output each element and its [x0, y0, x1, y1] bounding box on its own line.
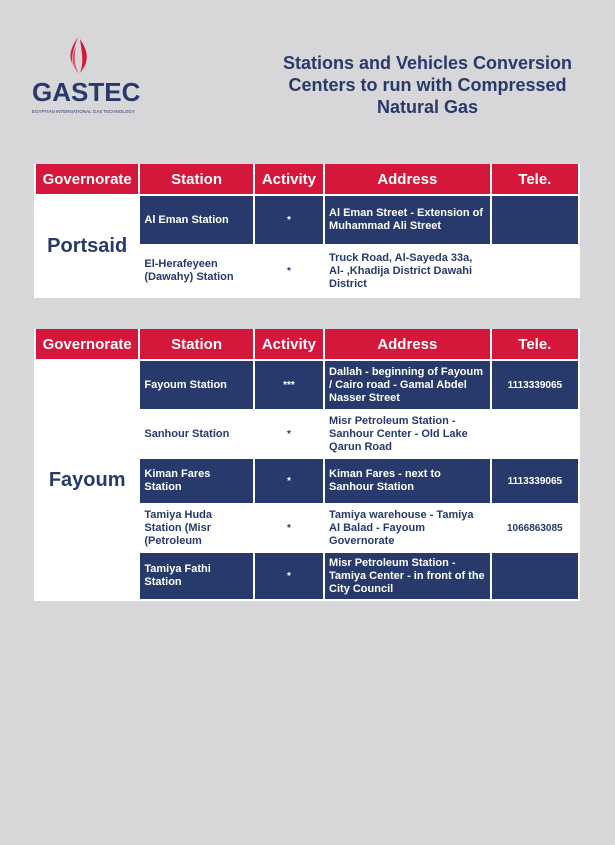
- table-header: [36, 164, 578, 196]
- portsaid-table: [34, 164, 580, 298]
- governorate-cell: Fayoum: [36, 361, 138, 601]
- header-station: Station: [140, 329, 252, 361]
- station-cell: Kiman Fares Station: [140, 459, 252, 505]
- address-cell: Truck Road, Al-Sayeda 33a, Al- ,Khadija District Dawahi District: [325, 246, 490, 298]
- address-cell: Misr Petroleum Station - Sanhour Center - Old Lake Qarun Road: [325, 411, 490, 459]
- header-station: Station: [140, 164, 252, 196]
- station-cell: El-Herafeyeen (Dawahy) Station: [140, 246, 252, 298]
- activity-cell: *: [255, 196, 323, 246]
- table-header: [36, 329, 578, 361]
- address-cell: Tamiya warehouse - Tamiya Al Balad - Fayoum Governorate: [325, 505, 490, 553]
- station-cell: Fayoum Station: [140, 361, 252, 411]
- table-row: [36, 361, 578, 411]
- address-cell: Kiman Fares - next to Sanhour Station: [325, 459, 490, 505]
- address-cell: Misr Petroleum Station - Tamiya Center - in front of the City Council: [325, 553, 490, 601]
- address-cell: Al Eman Street - Extension of Muhammad Ali Street: [325, 196, 490, 246]
- header-activity: Activity: [255, 329, 323, 361]
- table-row: [36, 196, 578, 246]
- header-activity: Activity: [255, 164, 323, 196]
- flame-icon: [30, 35, 140, 120]
- header-address: Address: [325, 164, 490, 196]
- header-governorate: Governorate: [36, 164, 138, 196]
- gastec-logo: [30, 35, 140, 120]
- tele-cell: 1113339065: [492, 459, 578, 505]
- activity-cell: *: [255, 553, 323, 601]
- station-cell: Sanhour Station: [140, 411, 252, 459]
- tele-cell: [492, 553, 578, 601]
- header-tele: Tele.: [492, 329, 578, 361]
- station-cell: Al Eman Station: [140, 196, 252, 246]
- tele-cell: [492, 411, 578, 459]
- activity-cell: ***: [255, 361, 323, 411]
- tele-cell: 1113339065: [492, 361, 578, 411]
- station-cell: Tamiya Huda Station (Misr (Petroleum: [140, 505, 252, 553]
- activity-cell: *: [255, 246, 323, 298]
- page-title: Stations and Vehicles Conversion Centers to run with Compressed Natural Gas: [282, 53, 573, 117]
- governorate-cell: Portsaid: [36, 196, 138, 298]
- fayoum-table: [34, 329, 580, 601]
- tele-cell: 1066863085: [492, 505, 578, 553]
- logo-text: GASTEC: [32, 77, 140, 107]
- activity-cell: *: [255, 459, 323, 505]
- logo-tagline: EGYPTIAN INTERNATIONAL GAS TECHNOLOGY: [32, 109, 135, 114]
- tele-cell: [492, 246, 578, 298]
- station-cell: Tamiya Fathi Station: [140, 553, 252, 601]
- activity-cell: *: [255, 411, 323, 459]
- tele-cell: [492, 196, 578, 246]
- header-tele: Tele.: [492, 164, 578, 196]
- header-address: Address: [325, 329, 490, 361]
- header-governorate: Governorate: [36, 329, 138, 361]
- address-cell: Dallah - beginning of Fayoum / Cairo road - Gamal Abdel Nasser Street: [325, 361, 490, 411]
- activity-cell: *: [255, 505, 323, 553]
